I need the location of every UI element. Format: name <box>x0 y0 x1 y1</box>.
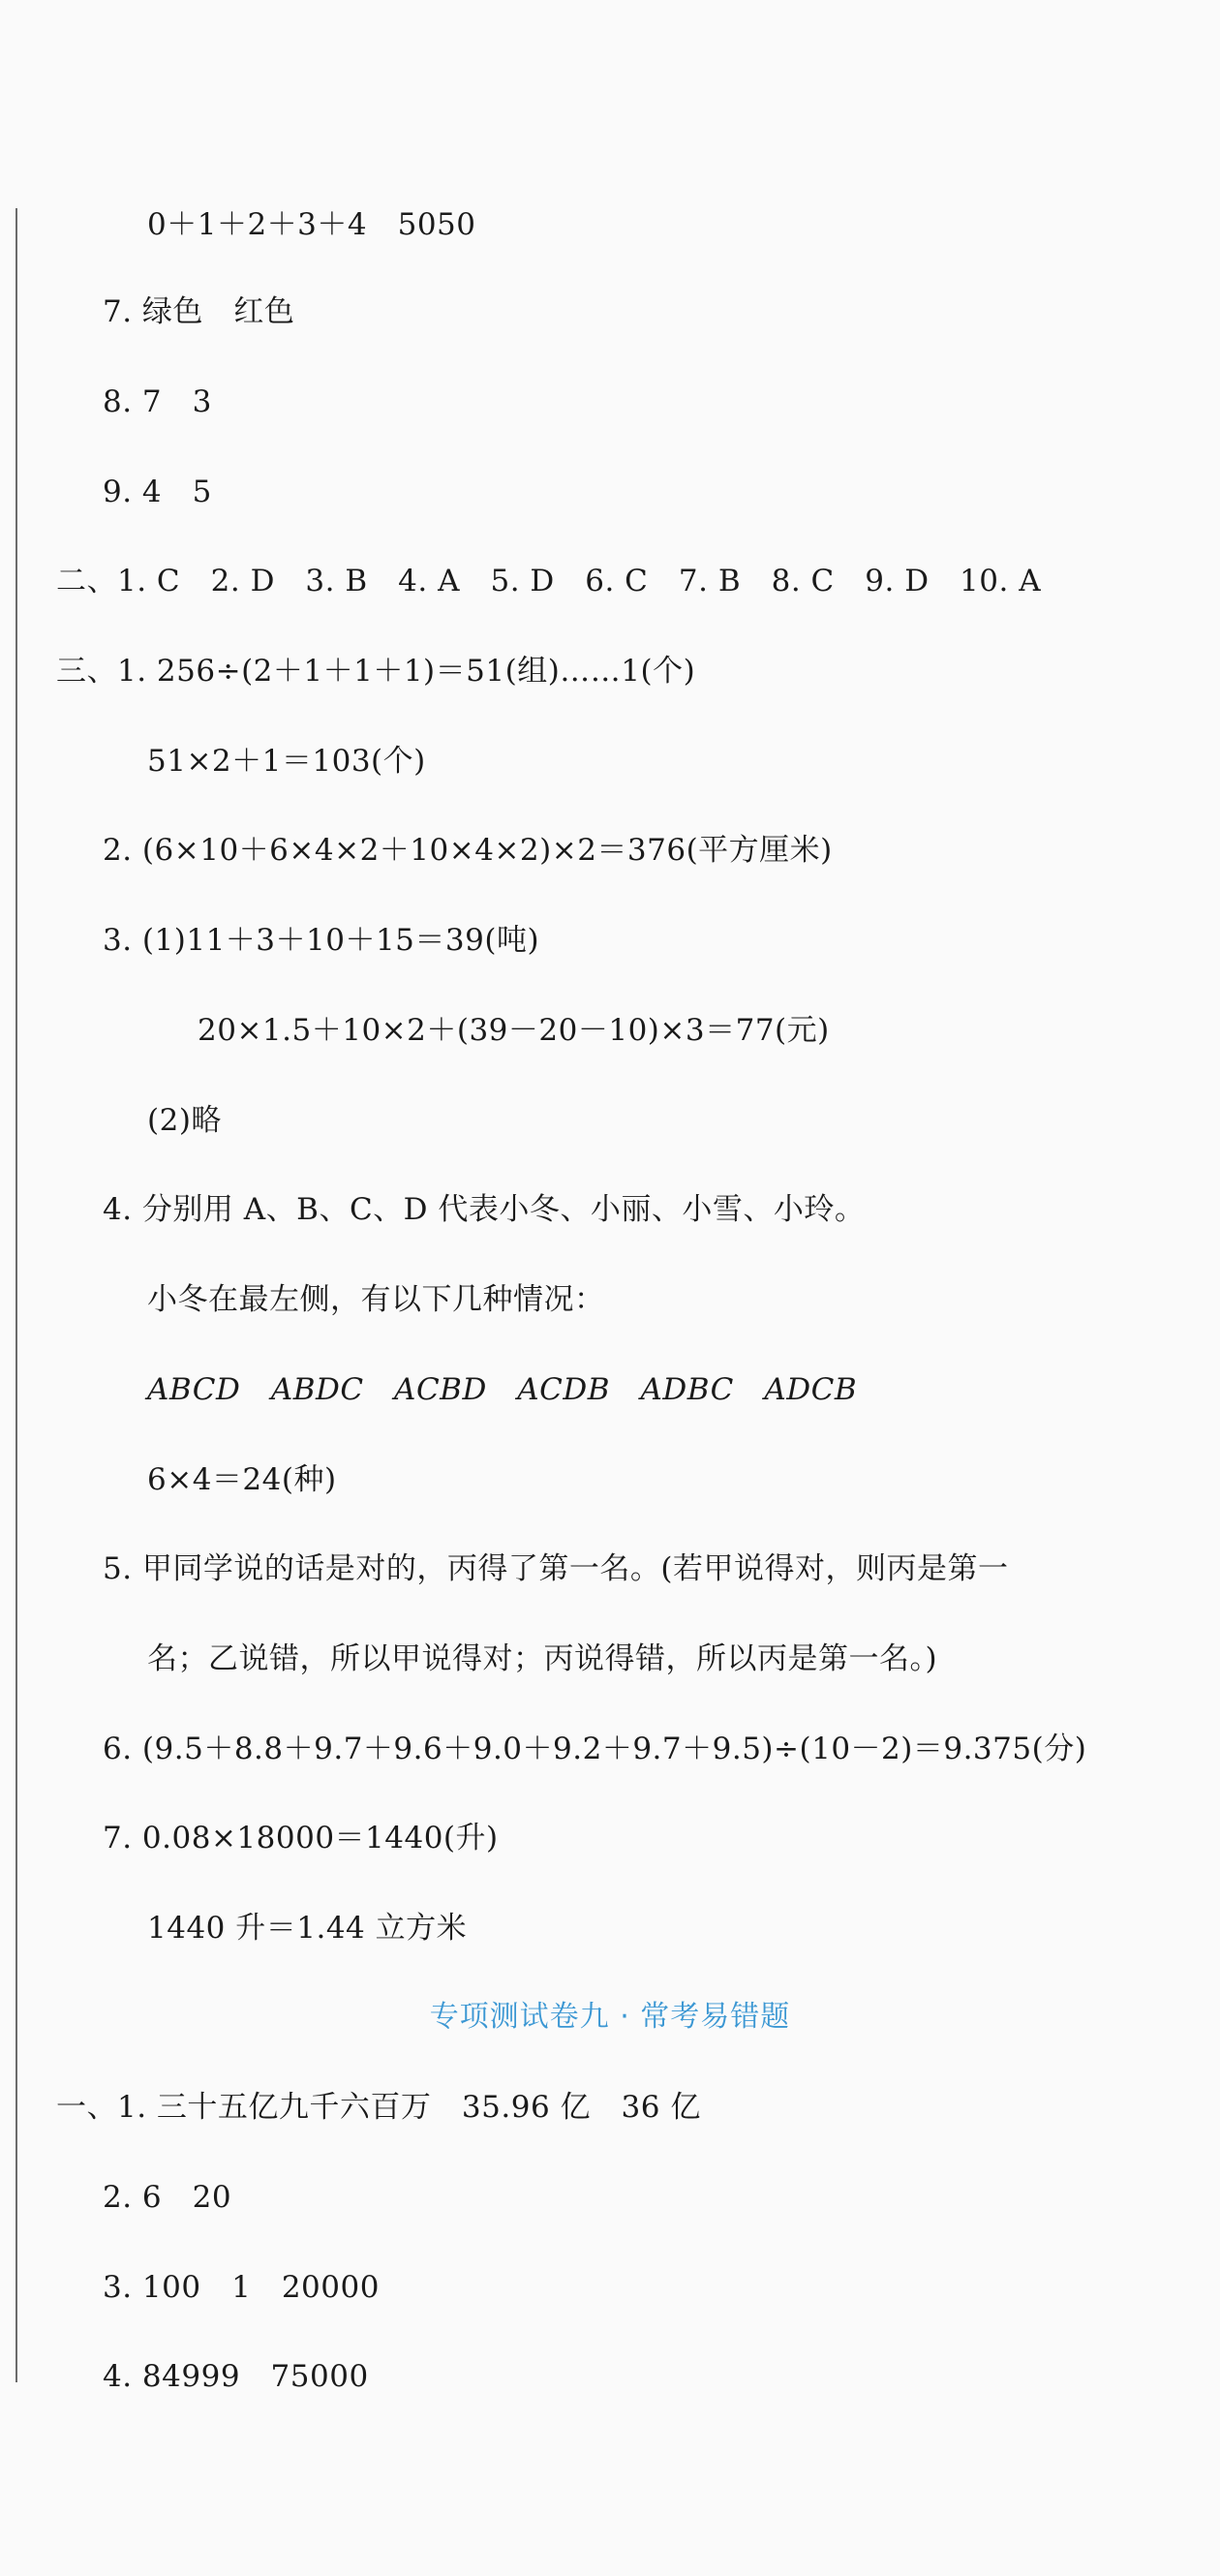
answer-line: 二、1. C 2. D 3. B 4. A 5. D 6. C 7. B 8. C 9. D 10. A <box>56 564 1042 598</box>
answer-line: 小冬在最左侧，有以下几种情况： <box>147 1282 605 1317</box>
answer-line: 8. 7 3 <box>103 384 212 419</box>
answer-line: (2)略 <box>147 1103 222 1138</box>
answer-line: 3. 100 1 20000 <box>103 2270 380 2305</box>
answer-line: 2. (6×10＋6×4×2＋10×4×2)×2＝376(平方厘米) <box>103 833 833 868</box>
answer-line: 一、1. 三十五亿九千六百万 35.96 亿 36 亿 <box>56 2090 701 2125</box>
answer-line: 4. 84999 75000 <box>103 2359 369 2394</box>
answer-line: 3. (1)11＋3＋10＋15＝39(吨) <box>103 923 540 958</box>
answer-line: 7. 0.08×18000＝1440(升) <box>103 1821 499 1855</box>
answer-line: 7. 绿色 红色 <box>103 294 295 329</box>
answer-line: 4. 分别用 A、B、C、D 代表小冬、小丽、小雪、小玲。 <box>103 1192 866 1227</box>
answer-line: 6. (9.5＋8.8＋9.7＋9.6＋9.0＋9.2＋9.7＋9.5)÷(10－2)＝9.375(分) <box>103 1732 1087 1766</box>
answer-line-permutations: ABCD ABDC ACBD ACDB ADBC ADCB <box>147 1372 858 1407</box>
answer-line: 三、1. 256÷(2＋1＋1＋1)＝51(组)……1(个) <box>56 654 696 689</box>
answer-line: 2. 6 20 <box>103 2180 232 2215</box>
answer-line: 1440 升＝1.44 立方米 <box>147 1911 468 1946</box>
margin-line <box>15 208 17 2382</box>
answer-line: 20×1.5＋10×2＋(39－20－10)×3＝77(元) <box>198 1013 830 1048</box>
answer-line: 5. 甲同学说的话是对的，丙得了第一名。(若甲说得对，则丙是第一 <box>103 1551 1009 1586</box>
answer-line: 51×2＋1＝103(个) <box>147 744 426 779</box>
answer-line: 6×4＝24(种) <box>147 1462 337 1497</box>
answer-line: 0＋1＋2＋3＋4 5050 <box>147 207 476 242</box>
answer-line: 名；乙说错，所以甲说得对；丙说得错，所以丙是第一名。) <box>147 1641 938 1676</box>
answer-line: 9. 4 5 <box>103 475 212 509</box>
section-title: 专项测试卷九 · 常考易错题 <box>429 2000 791 2034</box>
